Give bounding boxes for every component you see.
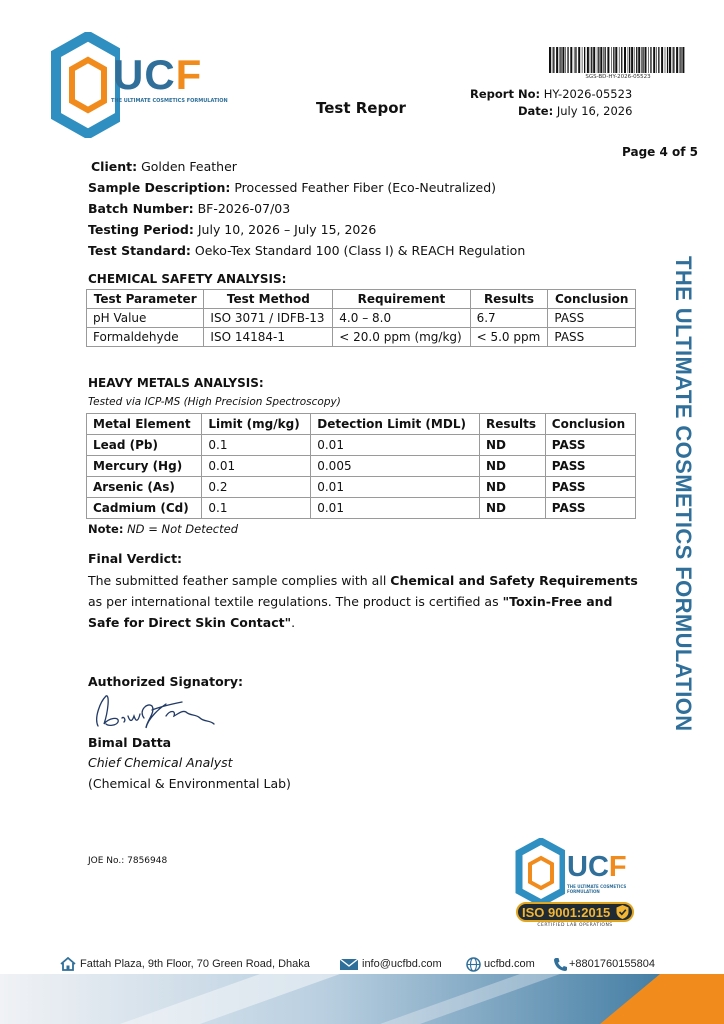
table-cell: Arsenic (As)	[87, 477, 202, 498]
period-line: Testing Period: July 10, 2026 – July 15, 2026	[88, 222, 377, 237]
table-cell: < 20.0 ppm (mg/kg)	[333, 328, 470, 347]
table-cell: 0.01	[311, 498, 480, 519]
table-cell: ND	[479, 435, 545, 456]
table-cell: 0.1	[202, 498, 311, 519]
phone-icon	[553, 957, 568, 972]
table-cell: PASS	[545, 477, 635, 498]
table-cell: pH Value	[87, 309, 204, 328]
table-row	[87, 435, 636, 456]
table-cell: Mercury (Hg)	[87, 456, 202, 477]
signature-icon	[86, 688, 216, 738]
table-cell: PASS	[545, 435, 635, 456]
column-header: Limit (mg/kg)	[202, 414, 311, 435]
standard-line: Test Standard: Oeko-Tex Standard 100 (Class I) & REACH Regulation	[88, 243, 526, 258]
table-cell: 0.01	[202, 456, 311, 477]
badge-tagline: THE ULTIMATE COSMETICS FORMULATION	[567, 884, 627, 894]
table-cell: PASS	[545, 456, 635, 477]
shield-check-icon	[615, 904, 630, 920]
verdict-heading: Final Verdict:	[88, 551, 183, 566]
column-header: Results	[470, 290, 548, 309]
footer-website[interactable]: ucfbd.com	[484, 958, 535, 970]
column-header: Requirement	[333, 290, 470, 309]
column-header: Metal Element	[87, 414, 202, 435]
table-cell: 0.1	[202, 435, 311, 456]
table-cell: ND	[479, 498, 545, 519]
chemical-table	[86, 289, 636, 347]
table-cell: 0.005	[311, 456, 480, 477]
column-header: Detection Limit (MDL)	[311, 414, 480, 435]
globe-icon	[466, 957, 481, 972]
footer-email[interactable]: info@ucfbd.com	[362, 958, 442, 970]
ucf-logo-icon	[50, 32, 120, 138]
table-row	[87, 309, 636, 328]
metals-heading: HEAVY METALS ANALYSIS:	[88, 376, 264, 390]
logo-tagline: THE ULTIMATE COSMETICS FORMULATION	[111, 98, 228, 104]
logo-wordmark: UCF	[113, 51, 203, 98]
table-cell: 6.7	[470, 309, 548, 328]
client-line: Client: Golden Feather	[91, 159, 237, 174]
email-icon	[339, 958, 359, 971]
certified-caption: CERTIFIED LAB OPERATIONS	[537, 923, 613, 928]
side-brand-text: THE ULTIMATE COSMETICS FORMULATION	[671, 256, 696, 732]
ucf-badge-logo-icon	[515, 838, 565, 906]
table-row	[87, 498, 636, 519]
batch-line: Batch Number: BF-2026-07/03	[88, 201, 291, 216]
report-date: Date: July 16, 2026	[518, 104, 633, 118]
home-icon	[60, 957, 76, 971]
footer-phone[interactable]: +8801760155804	[569, 958, 655, 970]
joe-number: JOE No.: 7856948	[88, 856, 168, 866]
table-row	[87, 477, 636, 498]
table-header-row	[87, 414, 636, 435]
column-header: Test Parameter	[87, 290, 204, 309]
table-cell: 0.01	[311, 435, 480, 456]
verdict-text: The submitted feather sample complies with all Chemical and Safety Requirements as per international textile regulations. The product is certified as "Toxin-Free and Safe for Direct Skin Contact".	[88, 573, 638, 630]
table-note: Note: ND = Not Detected	[88, 522, 239, 536]
badge-wordmark: UCF	[567, 851, 627, 883]
signer-lab: (Chemical & Environmental Lab)	[88, 776, 291, 791]
report-number: Report No: HY-2026-05523	[470, 87, 633, 101]
table-cell: 0.2	[202, 477, 311, 498]
table-cell: < 5.0 ppm	[470, 328, 548, 347]
table-row	[87, 456, 636, 477]
metals-subheading: Tested via ICP-MS (High Precision Spectroscopy)	[88, 396, 341, 408]
table-cell: Lead (Pb)	[87, 435, 202, 456]
iso-text: ISO 9001:2015	[522, 905, 611, 920]
table-cell: 0.01	[311, 477, 480, 498]
table-cell: PASS	[548, 309, 636, 328]
column-header: Conclusion	[548, 290, 636, 309]
column-header: Conclusion	[545, 414, 635, 435]
footer-band	[0, 974, 724, 1024]
barcode-text: SGS-BD-HY-2026-05523	[585, 74, 651, 80]
table-cell: ISO 14184-1	[204, 328, 333, 347]
table-cell: ISO 3071 / IDFB-13	[204, 309, 333, 328]
chemical-heading: CHEMICAL SAFETY ANALYSIS:	[88, 272, 287, 286]
table-row	[87, 328, 636, 347]
metals-table	[86, 413, 636, 519]
table-cell: Formaldehyde	[87, 328, 204, 347]
signer-name: Bimal Datta	[88, 735, 172, 750]
table-cell: 4.0 – 8.0	[333, 309, 470, 328]
table-cell: ND	[479, 477, 545, 498]
table-header-row	[87, 290, 636, 309]
column-header: Results	[479, 414, 545, 435]
table-cell: PASS	[545, 498, 635, 519]
page-number: Page 4 of 5	[622, 145, 698, 159]
barcode-icon	[549, 47, 687, 73]
document-title: Test Repor	[316, 99, 406, 117]
signatory-heading: Authorized Signatory:	[88, 674, 243, 689]
column-header: Test Method	[204, 290, 333, 309]
signer-role: Chief Chemical Analyst	[88, 755, 233, 770]
table-cell: ND	[479, 456, 545, 477]
table-cell: PASS	[548, 328, 636, 347]
sample-line: Sample Description: Processed Feather Fiber (Eco-Neutralized)	[88, 180, 497, 195]
table-cell: Cadmium (Cd)	[87, 498, 202, 519]
footer-address: Fattah Plaza, 9th Floor, 70 Green Road, Dhaka	[80, 958, 310, 970]
